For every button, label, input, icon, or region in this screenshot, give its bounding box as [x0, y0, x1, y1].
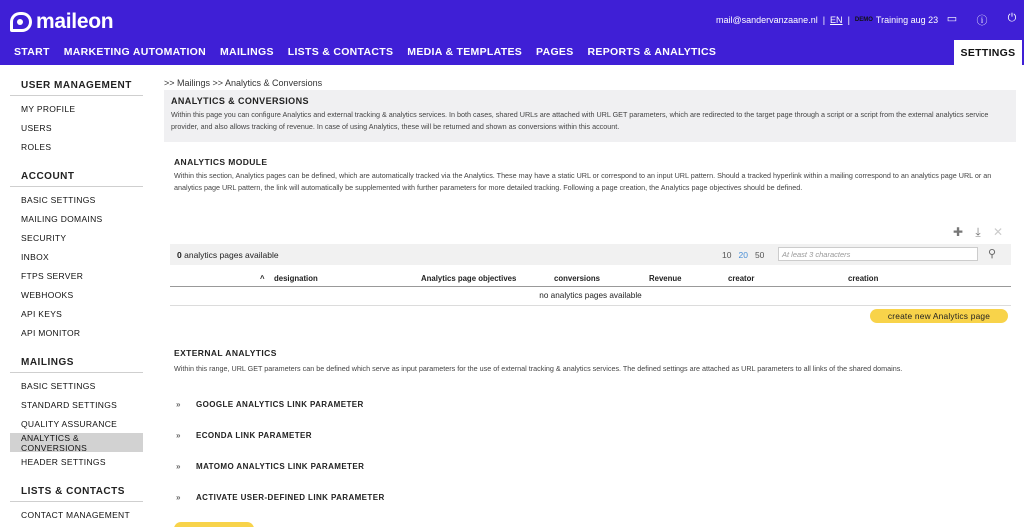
accordion-label: GOOGLE ANALYTICS LINK PARAMETER — [196, 400, 364, 409]
pages-count: 0 — [177, 249, 182, 260]
nav-media-templates[interactable]: MEDIA & TEMPLATES — [407, 46, 523, 58]
sidebar-item-analytics-conversions[interactable]: ANALYTICS & CONVERSIONS — [10, 433, 143, 452]
separator: | — [847, 15, 850, 25]
column-conversions[interactable]: conversions — [554, 274, 600, 283]
page-size-selector — [722, 250, 764, 260]
delete-icon[interactable]: ✕ — [992, 225, 1004, 239]
separator: | — [822, 15, 826, 25]
page-title: ANALYTICS & CONVERSIONS — [171, 96, 309, 106]
power-icon[interactable]: ⏻ — [1007, 12, 1017, 24]
add-icon[interactable]: ✚ — [952, 225, 964, 239]
nav-marketing-automation[interactable]: MARKETING AUTOMATION — [63, 46, 207, 58]
sidebar-group-title: USER MANAGEMENT — [10, 75, 143, 96]
pages-count-label — [177, 250, 279, 260]
sidebar-item-api-keys[interactable]: API KEYS — [21, 308, 63, 319]
accordion-econda[interactable] — [176, 431, 312, 440]
column-designation[interactable]: designation — [274, 274, 318, 283]
intro-text: Within this page you can configure Analytics and external tracking & analytics services. In both cases, shared URLs are attached with URL GET parameters, which are redirected to the target page through a script or a script from the external analytics service provider, and also allows tracking of revenue. In case of using Analytics, these will be returned and shown as conversions within this account. — [171, 110, 989, 132]
column-creation[interactable]: creation — [848, 274, 879, 283]
sidebar-item-header-settings[interactable]: HEADER SETTINGS — [21, 456, 106, 467]
sidebar-group-mailings — [10, 352, 143, 471]
grid-icon[interactable]: ▭ — [946, 13, 958, 25]
breadcrumb[interactable]: >> Mailings >> Analytics & Conversions — [164, 78, 323, 88]
search-input[interactable]: At least 3 characters — [778, 247, 978, 261]
nav-lists-contacts[interactable]: LISTS & CONTACTS — [287, 46, 394, 58]
sort-asc-icon[interactable]: ^ — [260, 274, 265, 283]
accordion-user-defined[interactable] — [176, 493, 385, 502]
sidebar-item-api-monitor[interactable]: API MONITOR — [21, 327, 81, 338]
sidebar-item-security[interactable]: SECURITY — [21, 232, 67, 243]
chevron-right-icon: » — [176, 431, 181, 440]
sidebar-item-users[interactable]: USERS — [21, 122, 52, 133]
sidebar-item-mailing-domains[interactable]: MAILING DOMAINS — [21, 213, 103, 224]
sidebar — [0, 65, 150, 527]
table-header — [170, 272, 1011, 287]
analytics-module-text: Within this section, Analytics pages can be defined, which are automatically tracked via the Analytics. These may have a static URL or correspond to an input URL pattern. Should a tracked hyperlink within a mailing correspond to an analytics page URL or an analytics page URL pattern, the link will automatically be supplemented with further parameters for more detailed tracking. Following a page creation, the Analytics page objectives should be defined. — [174, 171, 992, 193]
accordion-matomo[interactable] — [176, 462, 364, 471]
main-content — [164, 65, 1016, 502]
analytics-module-section — [164, 157, 1016, 194]
sidebar-item-webhooks[interactable]: WEBHOOKS — [21, 289, 74, 300]
intro-box — [164, 90, 1016, 142]
main-nav — [0, 44, 723, 60]
sidebar-group-account — [10, 166, 143, 342]
search-icon[interactable]: ⚲ — [988, 248, 997, 260]
sidebar-item-my-profile[interactable]: MY PROFILE — [21, 103, 76, 114]
chevron-right-icon: » — [176, 400, 181, 409]
sidebar-group-user-management — [10, 75, 143, 156]
account-name[interactable]: Training aug 23 — [875, 15, 939, 25]
page-size-10[interactable]: 10 — [722, 250, 732, 260]
chevron-right-icon: » — [176, 493, 181, 502]
logo-icon — [10, 12, 32, 32]
analytics-module-title: ANALYTICS MODULE — [174, 157, 268, 167]
info-icon[interactable]: ⓘ — [976, 15, 988, 27]
nav-settings[interactable]: SETTINGS — [954, 40, 1022, 65]
chevron-right-icon: » — [176, 462, 181, 471]
column-revenue[interactable]: Revenue — [649, 274, 682, 283]
sidebar-item-ftps-server[interactable]: FTPS SERVER — [21, 270, 84, 281]
empty-table-message: no analytics pages available — [170, 289, 1011, 306]
page-size-20[interactable]: 20 — [738, 250, 748, 260]
sidebar-item-contact-management[interactable]: CONTACT MANAGEMENT — [21, 509, 130, 520]
page-size-50[interactable]: 50 — [754, 250, 765, 260]
sidebar-group-title: LISTS & CONTACTS — [10, 481, 143, 502]
maileon-logo[interactable] — [10, 10, 113, 34]
external-analytics-text: Within this range, URL GET parameters can be defined which serve as input parameters for the use of external tracking & analytics services. The defined settings are attached as URL parameters to all links of the shared domains. — [174, 364, 903, 373]
sidebar-group-title: MAILINGS — [10, 352, 143, 373]
sidebar-item-inbox[interactable]: INBOX — [21, 251, 49, 262]
demo-badge: DEMO — [854, 17, 873, 23]
language-switch[interactable]: EN — [830, 15, 843, 25]
sidebar-item-basic-settings[interactable]: BASIC SETTINGS — [21, 194, 96, 205]
accordion-label: MATOMO ANALYTICS LINK PARAMETER — [196, 462, 365, 471]
save-button[interactable] — [174, 522, 254, 527]
table-toolbar — [170, 244, 1011, 265]
column-objectives[interactable]: Analytics page objectives — [421, 274, 517, 283]
top-header — [0, 0, 1024, 65]
user-bar — [716, 15, 938, 25]
sidebar-item-roles[interactable]: ROLES — [21, 141, 52, 152]
sidebar-item-mailing-basic-settings[interactable]: BASIC SETTINGS — [21, 380, 96, 391]
create-analytics-page-button[interactable]: create new Analytics page — [870, 309, 1008, 323]
nav-reports-analytics[interactable]: REPORTS & ANALYTICS — [587, 46, 717, 58]
accordion-google-analytics[interactable] — [176, 400, 364, 409]
brand-name: maileon — [36, 10, 114, 33]
column-creator[interactable]: creator — [728, 274, 755, 283]
sidebar-group-lists-contacts — [10, 481, 143, 524]
sidebar-item-standard-settings[interactable]: STANDARD SETTINGS — [21, 399, 118, 410]
download-icon[interactable]: ⤓ — [975, 225, 981, 239]
pages-count-text: analytics pages available — [184, 249, 279, 260]
nav-mailings[interactable]: MAILINGS — [220, 46, 274, 58]
external-analytics-title: EXTERNAL ANALYTICS — [174, 348, 277, 358]
user-email[interactable]: mail@sandervanzaane.nl — [716, 15, 818, 25]
nav-pages[interactable]: PAGES — [536, 46, 574, 58]
table-actions — [952, 225, 1004, 240]
nav-start[interactable]: START — [14, 46, 50, 58]
accordion-label: ECONDA LINK PARAMETER — [196, 431, 312, 440]
accordion-label: ACTIVATE USER-DEFINED LINK PARAMETER — [196, 493, 385, 502]
sidebar-item-quality-assurance[interactable]: QUALITY ASSURANCE — [21, 418, 118, 429]
sidebar-group-title: ACCOUNT — [10, 166, 143, 187]
